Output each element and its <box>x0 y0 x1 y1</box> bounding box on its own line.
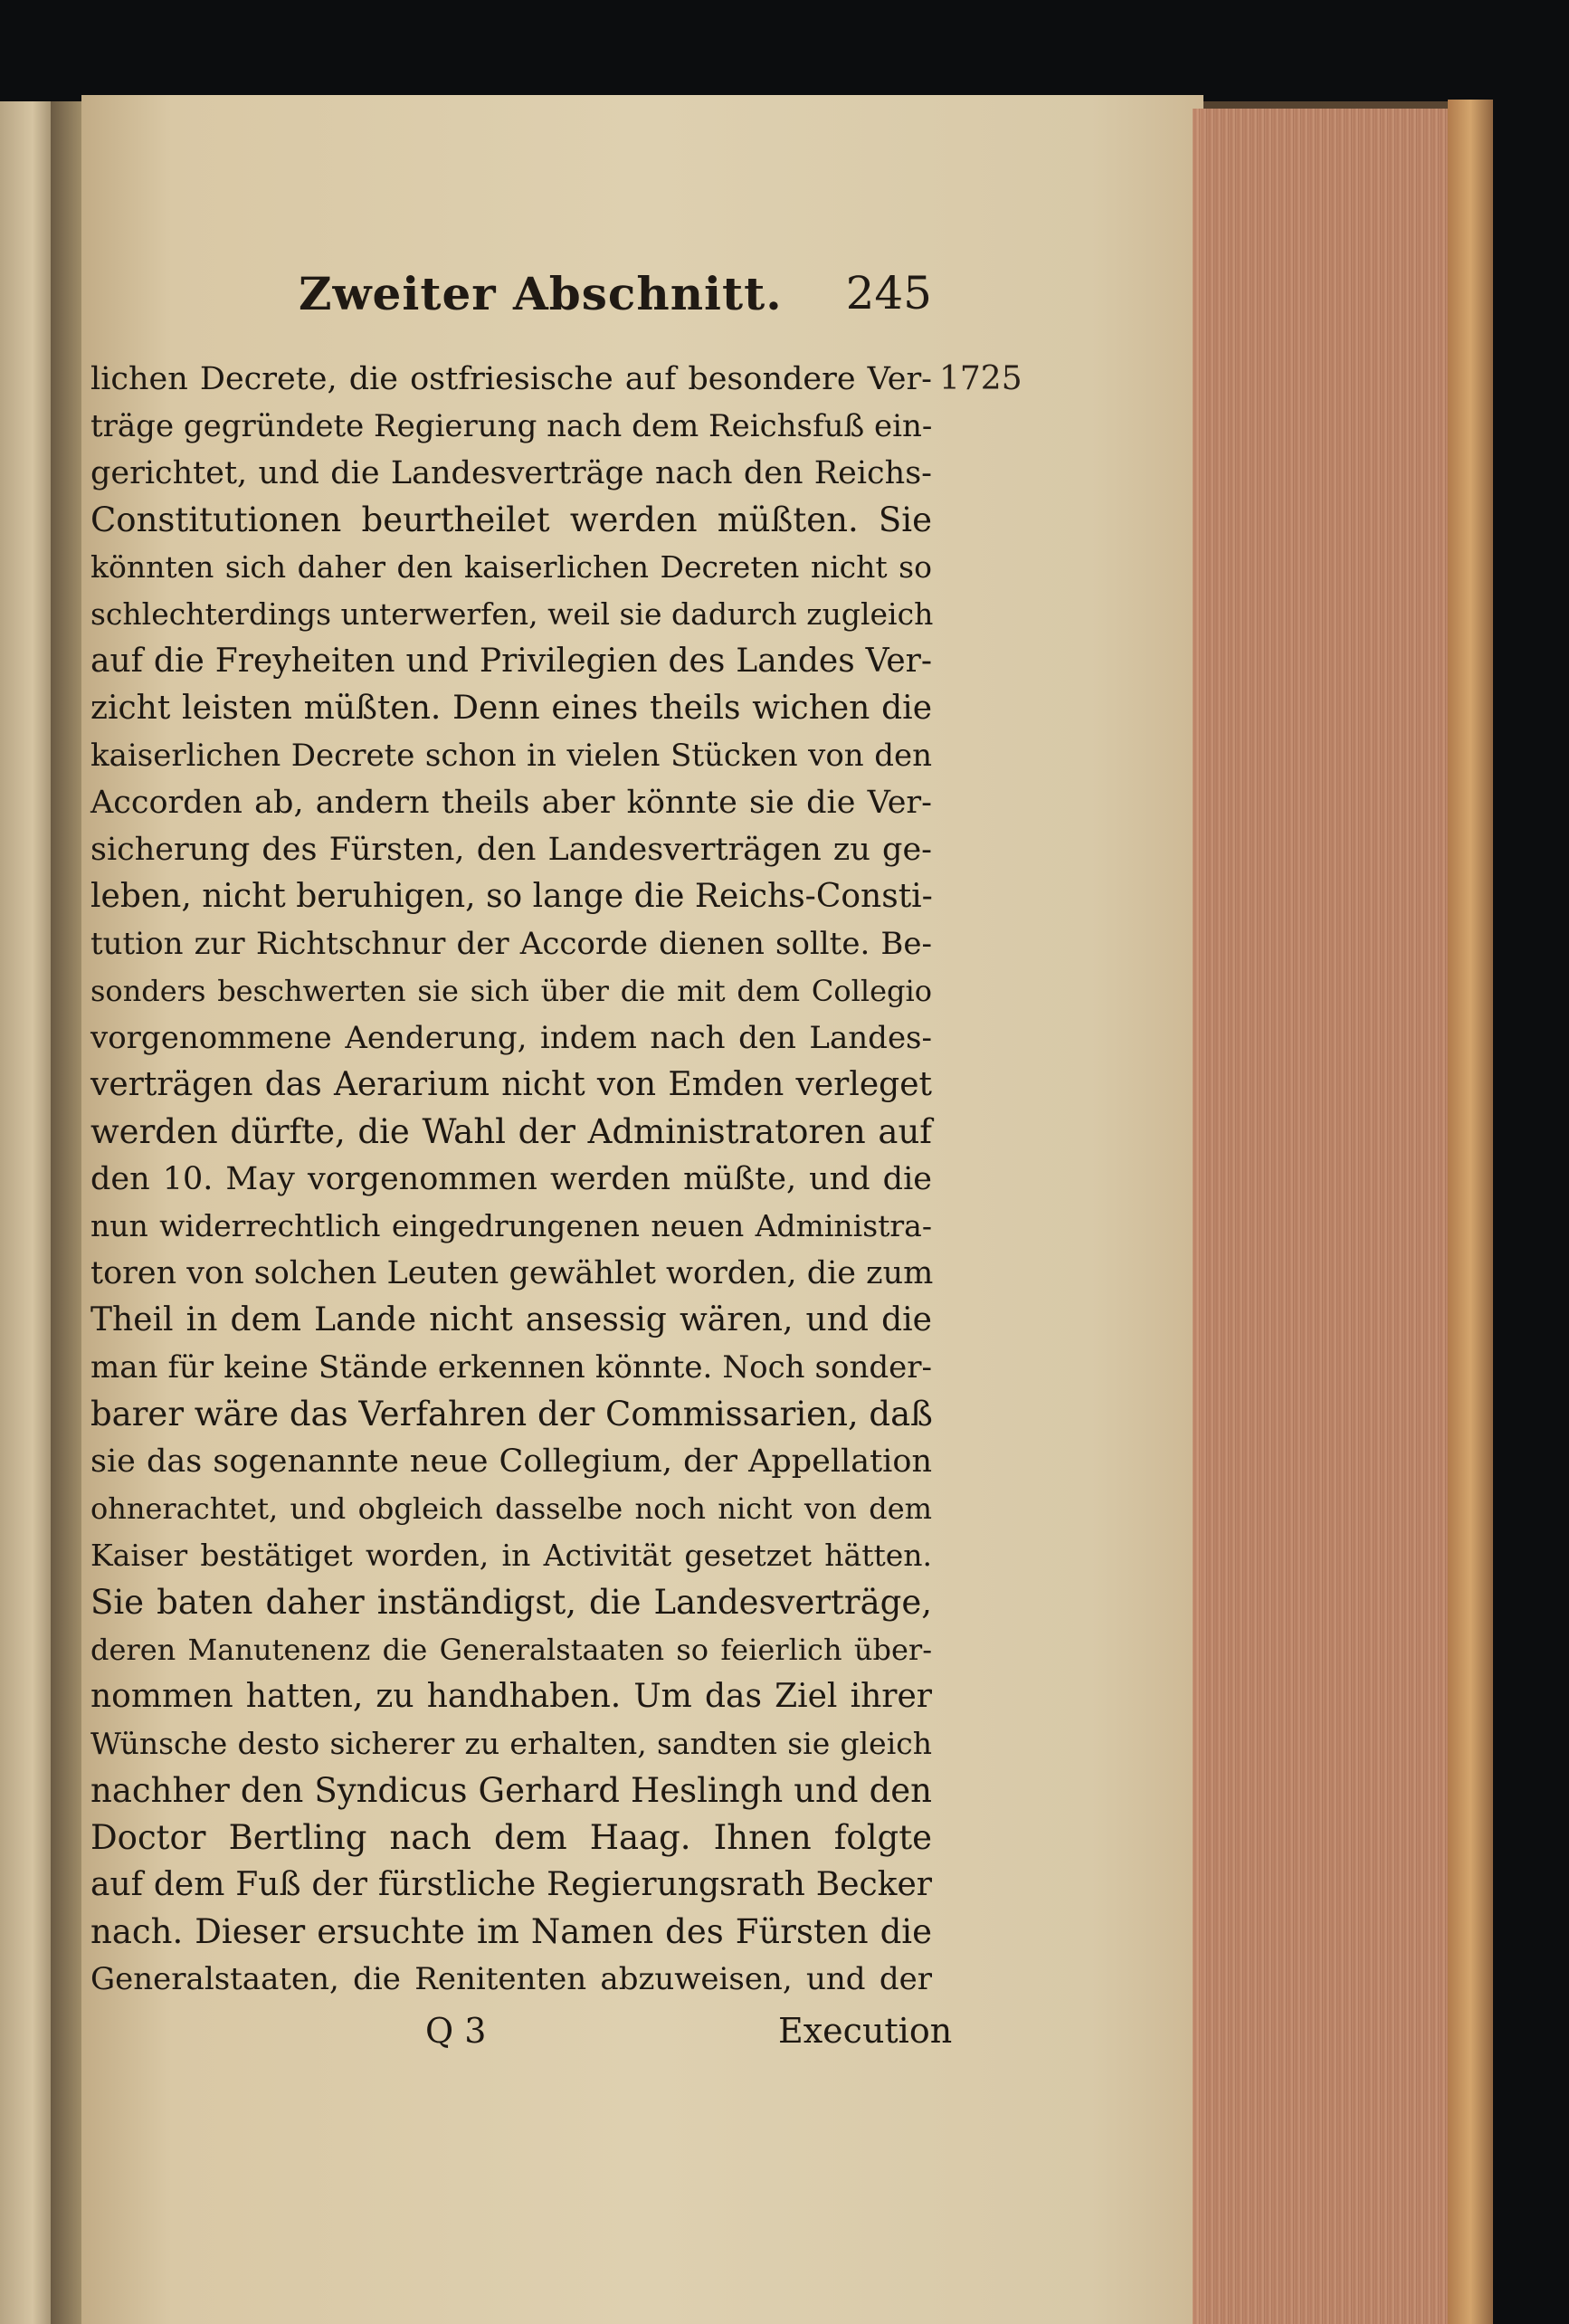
catchword: Execution <box>778 2011 953 2051</box>
page-edges <box>1193 109 1491 2324</box>
text-line: kaiserlichen Decrete schon in vielen Stücken von den <box>90 738 932 774</box>
margin-note-year: 1725 <box>939 360 1022 397</box>
text-line: nommen hatten, zu handhaben. Um das Ziel ihrer <box>90 1678 932 1715</box>
text-line: gerichtet, und die Landesverträge nach den Reichs- <box>90 455 932 491</box>
text-line: zicht leisten müßten. Denn eines theils wichen die <box>90 690 932 727</box>
page-number: 245 <box>845 267 932 319</box>
text-line: Generalstaaten, die Renitenten abzuweisen, und der <box>90 1961 932 1997</box>
text-line: ohnerachtet, und obgleich dasselbe noch nicht von dem <box>90 1491 932 1526</box>
text-line: sicherung des Fürsten, den Landesverträgen zu ge- <box>90 832 932 868</box>
text-line: Constitutionen beurtheilet werden müßten. Sie <box>90 500 932 539</box>
text-line: toren von solchen Leuten gewählet worden, die zum <box>90 1255 934 1291</box>
text-line: man für keine Stände erkennen könnte. Noch sonder- <box>90 1349 932 1386</box>
text-line: Sie baten daher inständigst, die Landesverträge, <box>90 1583 932 1622</box>
text-line: barer wäre das Verfahren der Commissarien, daß <box>90 1395 933 1433</box>
text-line: deren Manutenenz die Generalstaaten so feierlich über- <box>90 1633 932 1667</box>
left-page-edge <box>0 101 54 2324</box>
running-title: Zweiter Abschnitt. <box>299 267 783 320</box>
text-line: sie das sogenannte neue Collegium, der Appellation <box>90 1443 932 1480</box>
running-header <box>299 267 932 330</box>
text-line: auf dem Fuß der fürstliche Regierungsrath Becker <box>90 1866 932 1903</box>
text-line: lichen Decrete, die ostfriesische auf besondere Ver- <box>90 361 932 397</box>
signature-mark: Q 3 <box>425 2011 487 2051</box>
text-line: sonders beschwerten sie sich über die mit dem Collegio <box>90 974 932 1008</box>
text-line: den 10. May vorgenommen werden müßte, und die <box>90 1161 932 1197</box>
cover-edge <box>1448 100 1493 2324</box>
text-line: tution zur Richtschnur der Accorde dienen sollte. Be- <box>90 926 932 962</box>
text-line: nun widerrechtlich eingedrungenen neuen Administra- <box>90 1208 932 1243</box>
text-line: leben, nicht beruhigen, so lange die Reichs-Consti- <box>90 878 933 915</box>
text-line: Kaiser bestätiget worden, in Activität gesetzet hätten. <box>90 1538 932 1573</box>
text-line: Wünsche desto sicherer zu erhalten, sandten sie gleich <box>90 1726 932 1761</box>
text-line: nachher den Syndicus Gerhard Heslingh und den <box>90 1771 932 1810</box>
text-line: nach. Dieser ersuchte im Namen des Fürsten die <box>90 1912 932 1951</box>
text-line: auf die Freyheiten und Privilegien des Landes Ver- <box>90 643 932 680</box>
text-line: könnten sich daher den kaiserlichen Decreten nicht so <box>90 549 932 585</box>
text-line: träge gegründete Regierung nach dem Reichsfuß ein- <box>90 408 933 444</box>
text-line: Theil in dem Lande nicht ansessig wären, und die <box>90 1301 932 1338</box>
text-line: schlechterdings unterwerfen, weil sie dadurch zugleich <box>90 596 934 632</box>
text-line: verträgen das Aerarium nicht von Emden verleget <box>90 1066 932 1103</box>
text-line: Accorden ab, andern theils aber könnte sie die Ver- <box>90 785 932 821</box>
text-line: Doctor Bertling nach dem Haag. Ihnen folgte <box>90 1818 932 1857</box>
text-line: vorgenommene Aenderung, indem nach den Landes- <box>90 1020 932 1056</box>
text-line: werden dürfte, die Wahl der Administratoren auf <box>90 1112 932 1151</box>
